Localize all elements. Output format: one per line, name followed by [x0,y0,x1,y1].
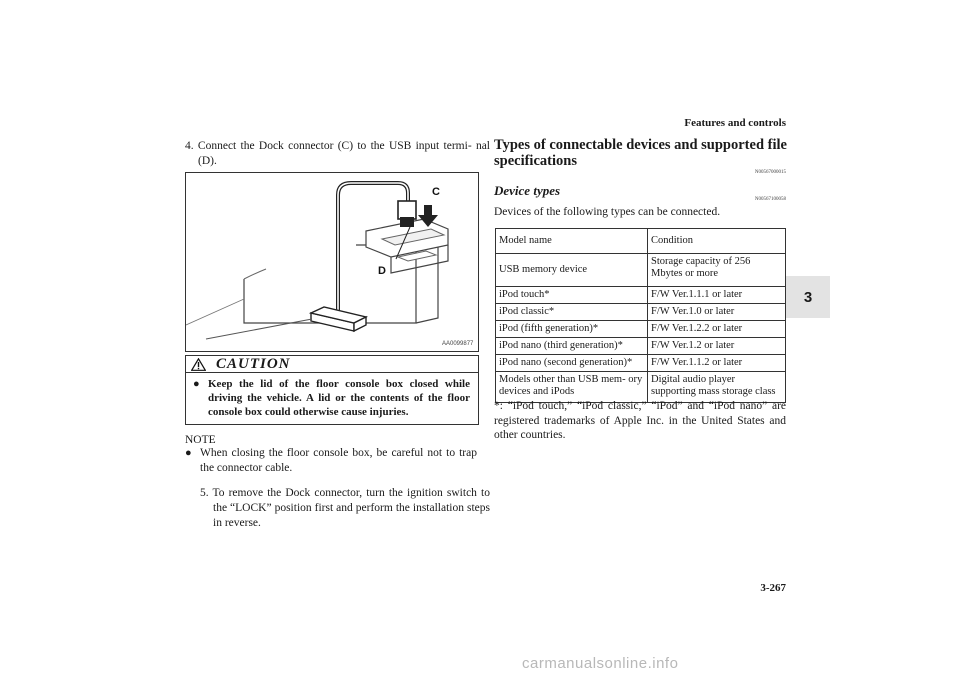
table-row [496,338,786,355]
table-row [496,355,786,372]
table-cell: iPod touch* [496,287,648,304]
figure-code: AA0099877 [442,341,474,347]
table-cell: F/W Ver.1.0 or later [648,304,786,321]
table-row [496,304,786,321]
table-cell: iPod (fifth generation)* [496,321,648,338]
table-row [496,372,786,403]
label-c: C [432,186,440,198]
table-cell: iPod classic* [496,304,648,321]
section-header: Features and controls [684,117,786,129]
label-d: D [378,265,386,277]
dock-connector-illustration [186,173,478,351]
intro-text: Devices of the following types can be connected. [494,206,721,218]
table-cell: iPod nano (second generation)* [496,355,648,372]
table-cell: Storage capacity of 256 Mbytes or more [648,254,786,287]
bullet-icon: ● [193,378,200,390]
table-cell: Models other than USB mem- ory devices and iPods [496,372,648,403]
table-cell: F/W Ver.1.2 or later [648,338,786,355]
table-cell: F/W Ver.1.1.1 or later [648,287,786,304]
table-header-row [496,229,786,254]
subheading: Device types [494,183,561,198]
watermark: carmanualsonline.info [522,655,679,672]
table-row [496,254,786,287]
subheading-code: N00567100058 [754,197,786,202]
step-5-text: 5. To remove the Dock connector, turn the ignition switch to the “LOCK” position first and perform the installation steps in reverse. [200,487,490,529]
step-4-text: 4. Connect the Dock connector (C) to the USB input termi- nal (D). [185,140,490,167]
trademark-footnote: *: “iPod touch,” “iPod classic,” “iPod” and “iPod nano” are registered trademarks of Apple Inc. in the United States and other countries. [494,400,786,441]
caution-box [185,355,479,425]
table-cell: USB memory device [496,254,648,287]
chapter-tab: 3 [786,276,830,318]
note-text: When closing the floor console box, be careful not to trap the connector cable. [200,447,477,474]
page-number: 3-267 [760,582,786,594]
section-heading: Types of connectable devices and supported file specifications [494,137,787,169]
note-body [185,446,477,476]
warning-triangle-icon [191,358,206,371]
device-table [495,228,786,403]
table-cell: iPod nano (third generation)* [496,338,648,355]
caution-header [186,356,478,373]
caution-body [186,373,478,419]
table-cell: F/W Ver.1.1.2 or later [648,355,786,372]
table-cell: F/W Ver.1.2.2 or later [648,321,786,338]
table-cell: Digital audio player supporting mass storage class [648,372,786,403]
heading-code: N00567000015 [754,170,786,175]
table-header-cell: Model name [496,229,648,254]
dock-connector-figure [185,172,479,352]
note-label: NOTE [185,434,216,446]
table-row [496,287,786,304]
table-row [496,321,786,338]
caution-text: Keep the lid of the floor console box closed while driving the vehicle. A lid or the contents of the floor console box could otherwise cause injuries. [208,378,470,418]
bullet-icon: ● [185,447,192,459]
table-header-cell: Condition [648,229,786,254]
caution-title: CAUTION [216,355,291,372]
